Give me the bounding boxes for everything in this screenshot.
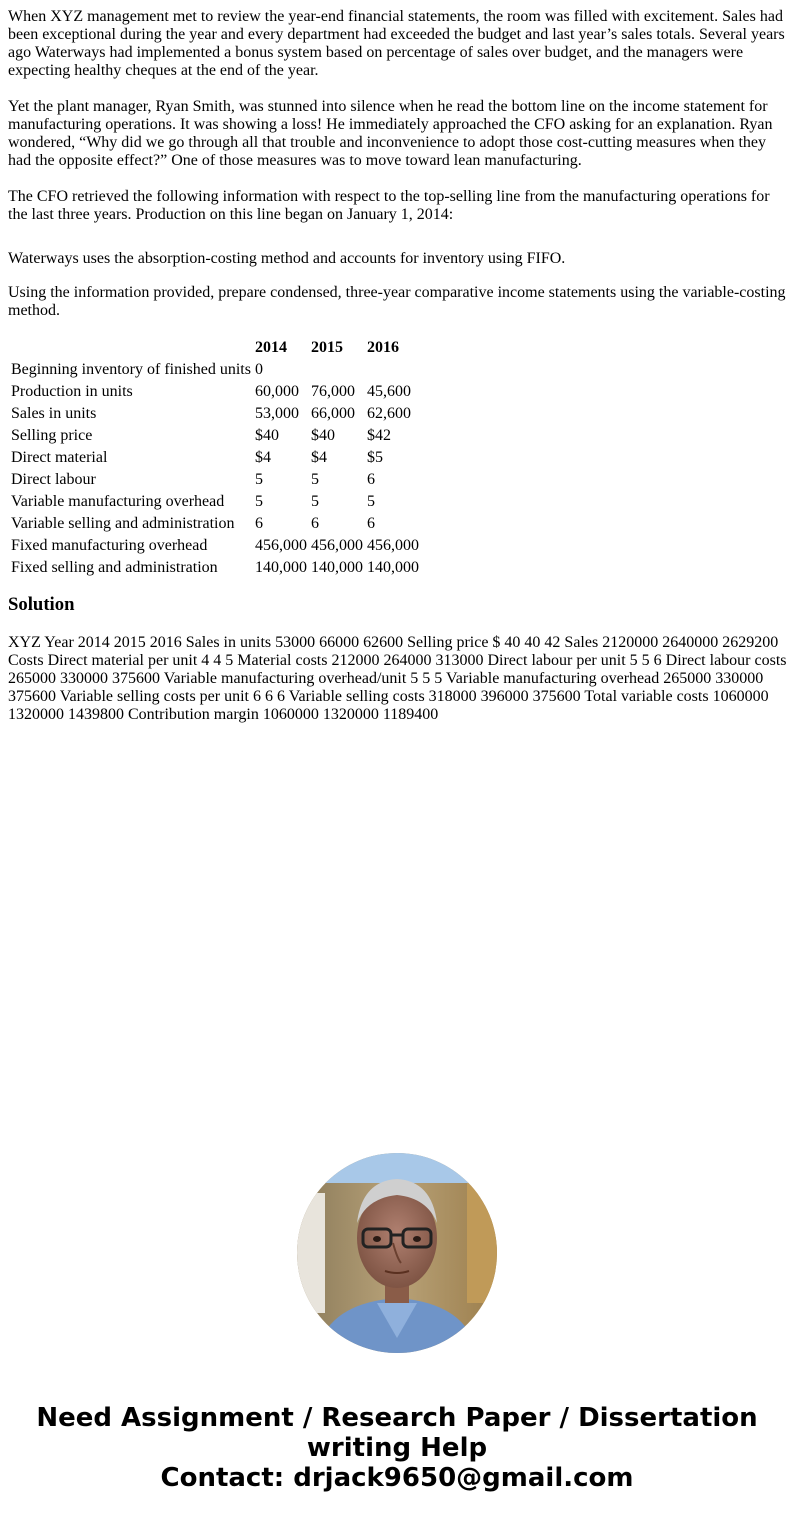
table-cell: 5: [254, 471, 263, 488]
table-cell: 62,600: [366, 405, 411, 422]
table-row: [10, 426, 420, 446]
intro-paragraph-2: Yet the plant manager, Ryan Smith, was stunned into silence when he read the bottom line on the income statement for manufacturing operations. It was showing a loss! He immediately approached the CFO asking for an explanation. Ryan wondered, “Why did we go through all that trouble and inconvenience to adopt those cost-cutting measures when they had the opposite effect?” One of those measures was to move toward lean manufacturing.: [8, 98, 773, 169]
table-row-label: Production in units: [11, 383, 133, 400]
author-photo: [297, 1153, 497, 1353]
table-cell: 76,000: [310, 383, 355, 400]
table-cell: 5: [310, 493, 319, 510]
table-row: [10, 404, 420, 424]
table-cell: 66,000: [310, 405, 355, 422]
intro-paragraph-5: Using the information provided, prepare condensed, three-year comparative income statements using the variable-costing method.: [8, 284, 786, 319]
table-cell: 456,000: [310, 537, 363, 554]
table-row-label: Fixed selling and administration: [11, 559, 218, 576]
intro-paragraph-3: The CFO retrieved the following information with respect to the top-selling line from the manufacturing operations for the last three years. Production on this line began on January 1, 2014:: [8, 188, 770, 223]
promo-line-1: Need Assignment / Research Paper / Dissertation: [36, 1403, 758, 1433]
promo-line-2: writing Help: [306, 1433, 488, 1463]
table-cell: 45,600: [366, 383, 411, 400]
table-cell: $40: [254, 427, 279, 444]
table-cell: 6: [254, 515, 263, 532]
solution-text: XYZ Year 2014 2015 2016 Sales in units 53000 66000 62600 Selling price $ 40 40 42 Sales 2120000 2640000 2629200 Costs Direct material per unit 4 4 5 Material costs 212000 264000 313000 Direct labour per unit 5 5 6 Direct labour costs 265000 330000 375600 Variable manufacturing overhead/unit 5 5 5 Variable manufacturing overhead 265000 330000 375600 Variable selling costs per unit 6 6 6 Variable selling costs 318000 396000 375600 Total variable costs 1060000 1320000 1439800 Contribution margin 1060000 1320000 1189400: [8, 634, 787, 723]
table-row-label: Beginning inventory of finished units: [11, 361, 251, 378]
document-body: [8, 8, 788, 742]
table-cell: 6: [366, 515, 375, 532]
table-cell: [310, 360, 364, 380]
table-cell: 5: [310, 471, 319, 488]
table-row-label: Fixed manufacturing overhead: [11, 537, 208, 554]
table-cell: $40: [310, 427, 335, 444]
table-cell: 456,000: [366, 537, 419, 554]
table-header-cell: 2014: [254, 339, 287, 356]
table-cell: $5: [366, 449, 383, 466]
table-row: [10, 558, 420, 578]
table-row-label: Selling price: [11, 427, 93, 444]
intro-paragraph-4: Waterways uses the absorption-costing method and accounts for inventory using FIFO.: [8, 250, 566, 267]
table-row-label: Direct labour: [11, 471, 96, 488]
promo-contact-line: Contact: drjack9650@gmail.com: [160, 1463, 634, 1493]
table-header-cell: [10, 338, 252, 358]
table-row-label: Sales in units: [11, 405, 97, 422]
table-cell: 6: [366, 471, 375, 488]
table-cell: 60,000: [254, 383, 299, 400]
table-cell: 140,000: [366, 559, 419, 576]
table-cell: 140,000: [310, 559, 363, 576]
table-cell: 456,000: [254, 537, 307, 554]
table-cell: [366, 360, 420, 380]
table-row-label: Direct material: [11, 449, 108, 466]
author-portrait-image: [297, 1153, 497, 1353]
table-row: [10, 382, 420, 402]
table-cell: 5: [366, 493, 375, 510]
table-header-cell: 2015: [310, 339, 343, 356]
table-cell: 53,000: [254, 405, 299, 422]
table-header-row: [10, 338, 420, 358]
solution-heading: Solution: [8, 594, 75, 615]
table-row: [10, 448, 420, 468]
table-row: [10, 360, 420, 380]
table-row: [10, 492, 420, 512]
intro-paragraph-1: When XYZ management met to review the year-end financial statements, the room was filled with excitement. Sales had been exceptional during the year and every department had exceeded the budget and last year’s sales totals. Several years ago Waterways had implemented a bonus system based on percentage of sales over budget, and the managers were expecting healthy cheques at the end of the year.: [8, 8, 785, 79]
table-cell: 140,000: [254, 559, 307, 576]
table-cell: $42: [366, 427, 391, 444]
cost-data-table: [8, 336, 422, 580]
table-row-label: Variable manufacturing overhead: [11, 493, 225, 510]
table-cell: $4: [254, 449, 271, 466]
table-cell: 0: [254, 361, 263, 378]
table-row-label: Variable selling and administration: [11, 515, 235, 532]
table-row: [10, 536, 420, 556]
table-cell: $4: [310, 449, 327, 466]
table-cell: 6: [310, 515, 319, 532]
table-body: [10, 360, 420, 578]
table-row: [10, 514, 420, 534]
promo-banner: [0, 1403, 794, 1493]
table-cell: 5: [254, 493, 263, 510]
table-header-cell: 2016: [366, 339, 399, 356]
table-row: [10, 470, 420, 490]
